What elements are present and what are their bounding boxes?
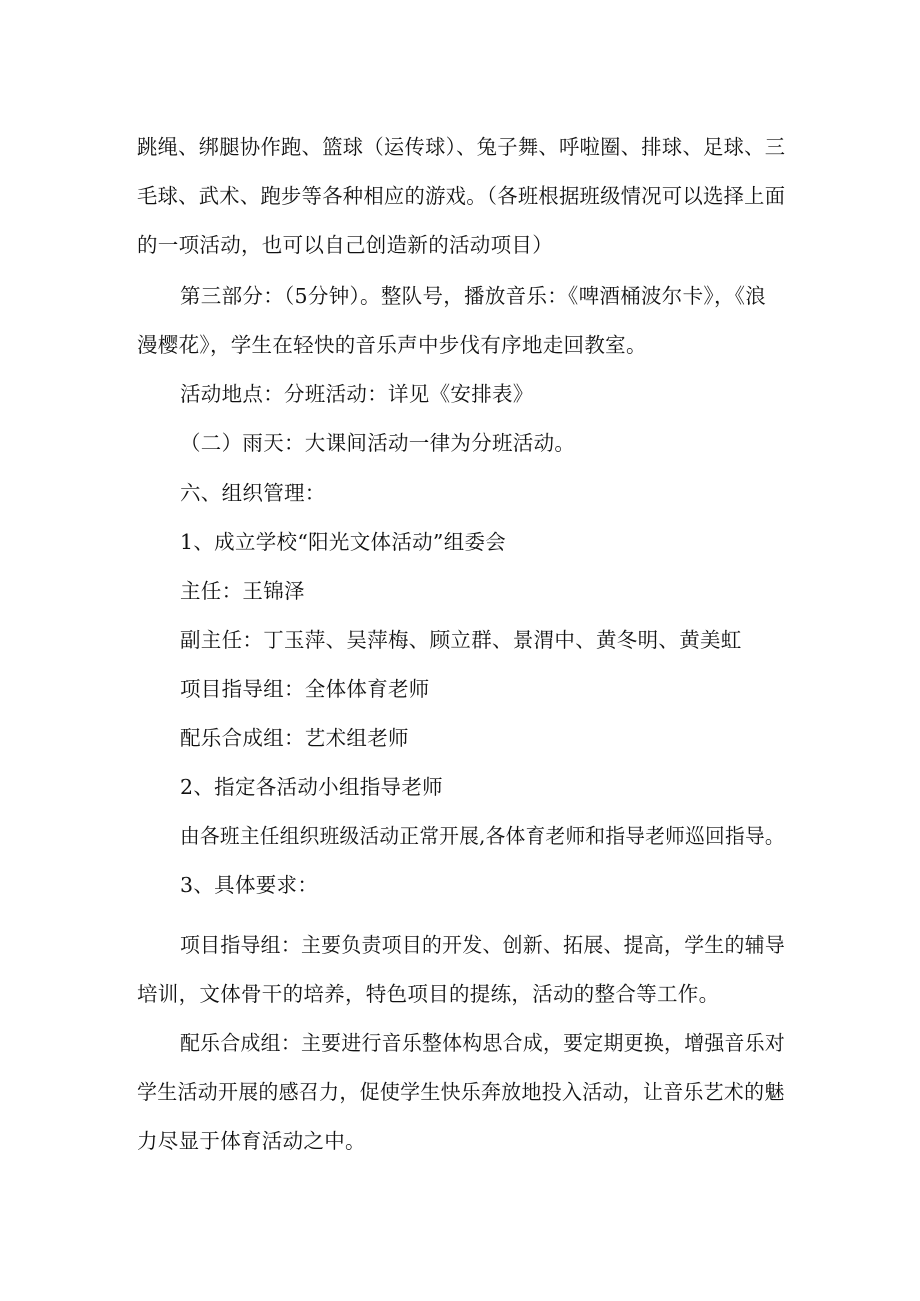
music-group-duties: 配乐合成组：主要进行音乐整体构思合成，要定期更换，增强音乐对 (180, 1031, 786, 1055)
rainy-day-note: （二）雨天：大课间活动一律为分班活动。 (180, 431, 576, 455)
project-guidance-line: 项目指导组：全体体育老师 (180, 677, 430, 701)
body-text-line: 培训，文体骨干的培养，特色项目的提练，活动的整合等工作。 (137, 982, 720, 1006)
vice-director-line: 副主任：丁玉萍、吴萍梅、顾立群、景渭中、黄冬明、黄美虹 (180, 628, 742, 652)
list-item: 2、指定各活动小组指导老师 (180, 775, 443, 799)
project-group-duties: 项目指导组：主要负责项目的开发、创新、拓展、提高，学生的辅导 (180, 933, 786, 957)
body-text-line: 漫樱花》，学生在轻快的音乐声中步伐有序地走回教室。 (137, 333, 647, 357)
music-group-line: 配乐合成组：艺术组老师 (180, 726, 409, 750)
director-line: 主任：王锦泽 (180, 579, 305, 603)
paragraph-part-three: 第三部分：（5分钟）。整队号，播放音乐：《啤酒桶波尔卡》，《浪 (180, 284, 767, 308)
list-item: 1、成立学校“阳光文体活动”组委会 (180, 530, 507, 554)
body-text-line: 力尽显于体育活动之中。 (137, 1129, 366, 1153)
body-text-line: 跳绳、绑腿协作跑、篮球（运传球）、兔子舞、呼啦圈、排球、足球、三 (137, 135, 786, 159)
body-text-line: 的一项活动，也可以自己创造新的活动项目） (137, 233, 553, 257)
section-heading: 六、组织管理： (180, 481, 326, 505)
list-item: 3、具体要求： (180, 873, 319, 897)
body-text-line: 学生活动开展的感召力，促使学生快乐奔放地投入活动，让音乐艺术的魅 (137, 1080, 785, 1104)
body-text-line: 由各班主任组织班级活动正常开展,各体育老师和指导老师巡回指导。 (180, 824, 785, 848)
body-text-line: 毛球、武术、跑步等各种相应的游戏。（各班根据班级情况可以选择上面 (137, 184, 786, 208)
activity-location: 活动地点：分班活动：详见《安排表》 (180, 382, 534, 406)
